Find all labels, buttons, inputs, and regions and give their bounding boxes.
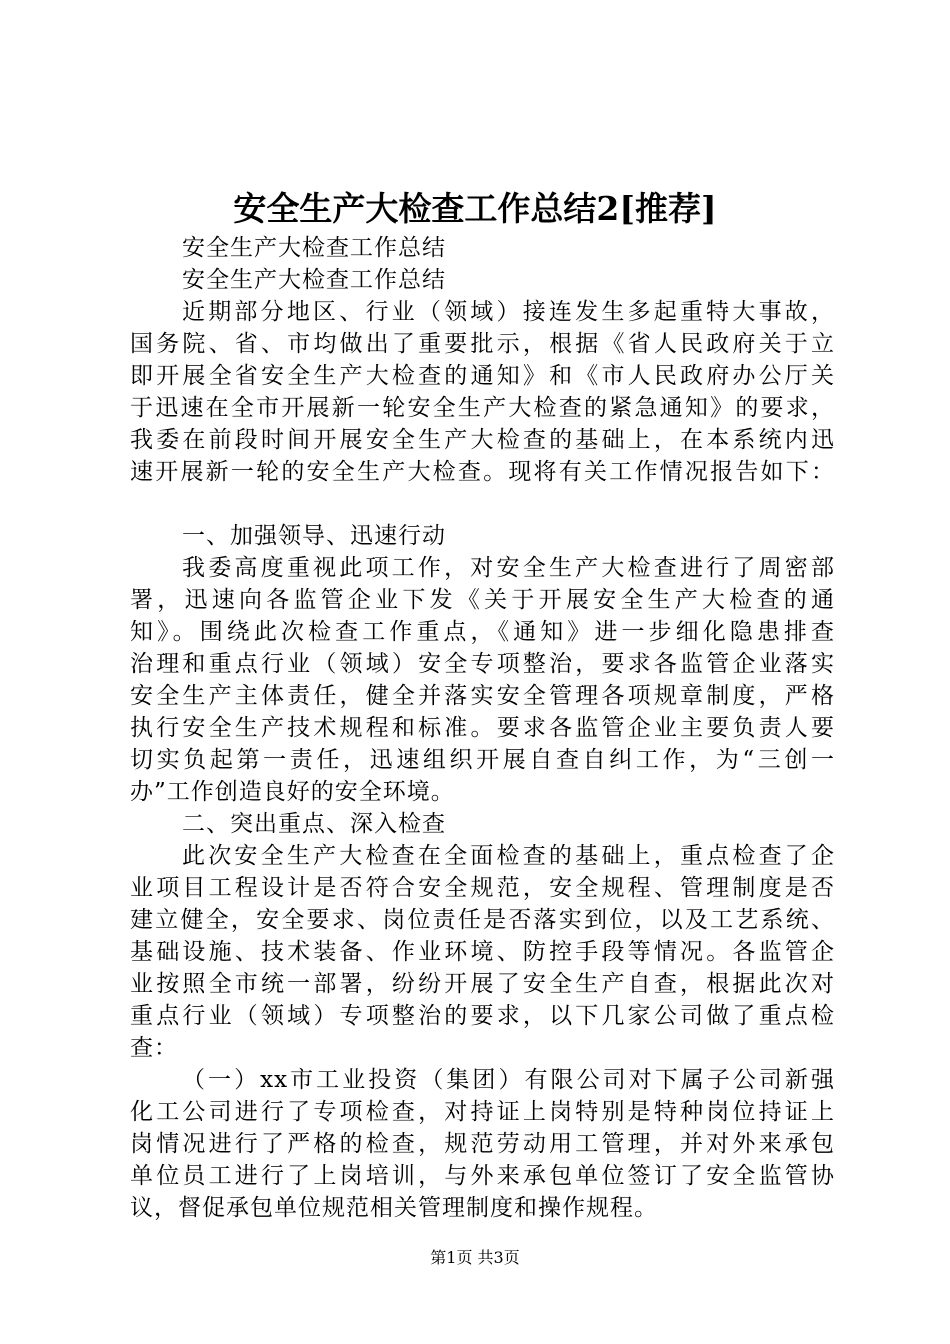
paragraph-line: 议，督促承包单位规范相关管理制度和操作规程。 <box>130 1195 658 1221</box>
paragraph-line: 我委在前段时间开展安全生产大检查的基础上，在本系统内迅 <box>130 427 835 453</box>
paragraph-line: 治理和重点行业（领域）安全专项整治，要求各监管企业落实 <box>130 651 835 677</box>
paragraph-line: （一）xx市工业投资（集团）有限公司对下属子公司新强 <box>182 1067 835 1093</box>
paragraph-line: 化工公司进行了专项检查，对持证上岗特别是特种岗位持证上 <box>130 1099 835 1125</box>
paragraph-line: 国务院、省、市均做出了重要批示，根据《省人民政府关于立 <box>130 331 835 357</box>
paragraph-line: 重点行业（领域）专项整治的要求，以下几家公司做了重点检 <box>130 1003 835 1029</box>
paragraph-line: 知》。围绕此次检查工作重点，《通知》进一步细化隐患排查 <box>130 619 835 645</box>
paragraph-gap <box>130 488 835 520</box>
paragraph-line: 单位员工进行了上岗培训，与外来承包单位签订了安全监管协 <box>130 1163 835 1189</box>
paragraph-line: 于迅速在全市开展新一轮安全生产大检查的紧急通知》的要求， <box>130 395 835 421</box>
paragraph-line: 署，迅速向各监管企业下发《关于开展安全生产大检查的通 <box>130 587 835 613</box>
section-heading: 二、突出重点、深入检查 <box>182 811 446 837</box>
paragraph-line: 业项目工程设计是否符合安全规范，安全规程、管理制度是否 <box>130 875 835 901</box>
paragraph-line: 办”工作创造良好的安全环境。 <box>130 779 455 805</box>
paragraph-line: 近期部分地区、行业（领域）接连发生多起重特大事故， <box>182 299 835 325</box>
subtitle-line: 安全生产大检查工作总结 <box>182 267 446 293</box>
subtitle-line: 安全生产大检查工作总结 <box>182 235 446 261</box>
document-body <box>130 232 835 1224</box>
paragraph-line: 基础设施、技术装备、作业环境、防控手段等情况。各监管企 <box>130 939 835 965</box>
page-number-footer: 第1页 共3页 <box>430 1248 520 1267</box>
paragraph-line: 查： <box>130 1035 178 1061</box>
paragraph-line: 即开展全省安全生产大检查的通知》和《市人民政府办公厅关 <box>130 363 835 389</box>
paragraph-line: 此次安全生产大检查在全面检查的基础上，重点检查了企 <box>182 843 835 869</box>
paragraph-line: 速开展新一轮的安全生产大检查。现将有关工作情况报告如下： <box>130 459 835 485</box>
paragraph-line: 切实负起第一责任，迅速组织开展自查自纠工作，为“三创一 <box>130 747 835 773</box>
paragraph-line: 岗情况进行了严格的检查，规范劳动用工管理，并对外来承包 <box>130 1131 835 1157</box>
paragraph-line: 建立健全，安全要求、岗位责任是否落实到位，以及工艺系统、 <box>130 907 835 933</box>
paragraph-line: 执行安全生产技术规程和标准。要求各监管企业主要负责人要 <box>130 715 835 741</box>
paragraph-line: 安全生产主体责任，健全并落实安全管理各项规章制度，严格 <box>130 683 835 709</box>
paragraph-line: 业按照全市统一部署，纷纷开展了安全生产自查，根据此次对 <box>130 971 835 997</box>
document-title: 安全生产大检查工作总结2[推荐] <box>233 189 717 228</box>
paragraph-line: 我委高度重视此项工作，对安全生产大检查进行了周密部 <box>182 555 835 581</box>
section-heading: 一、加强领导、迅速行动 <box>182 523 446 549</box>
